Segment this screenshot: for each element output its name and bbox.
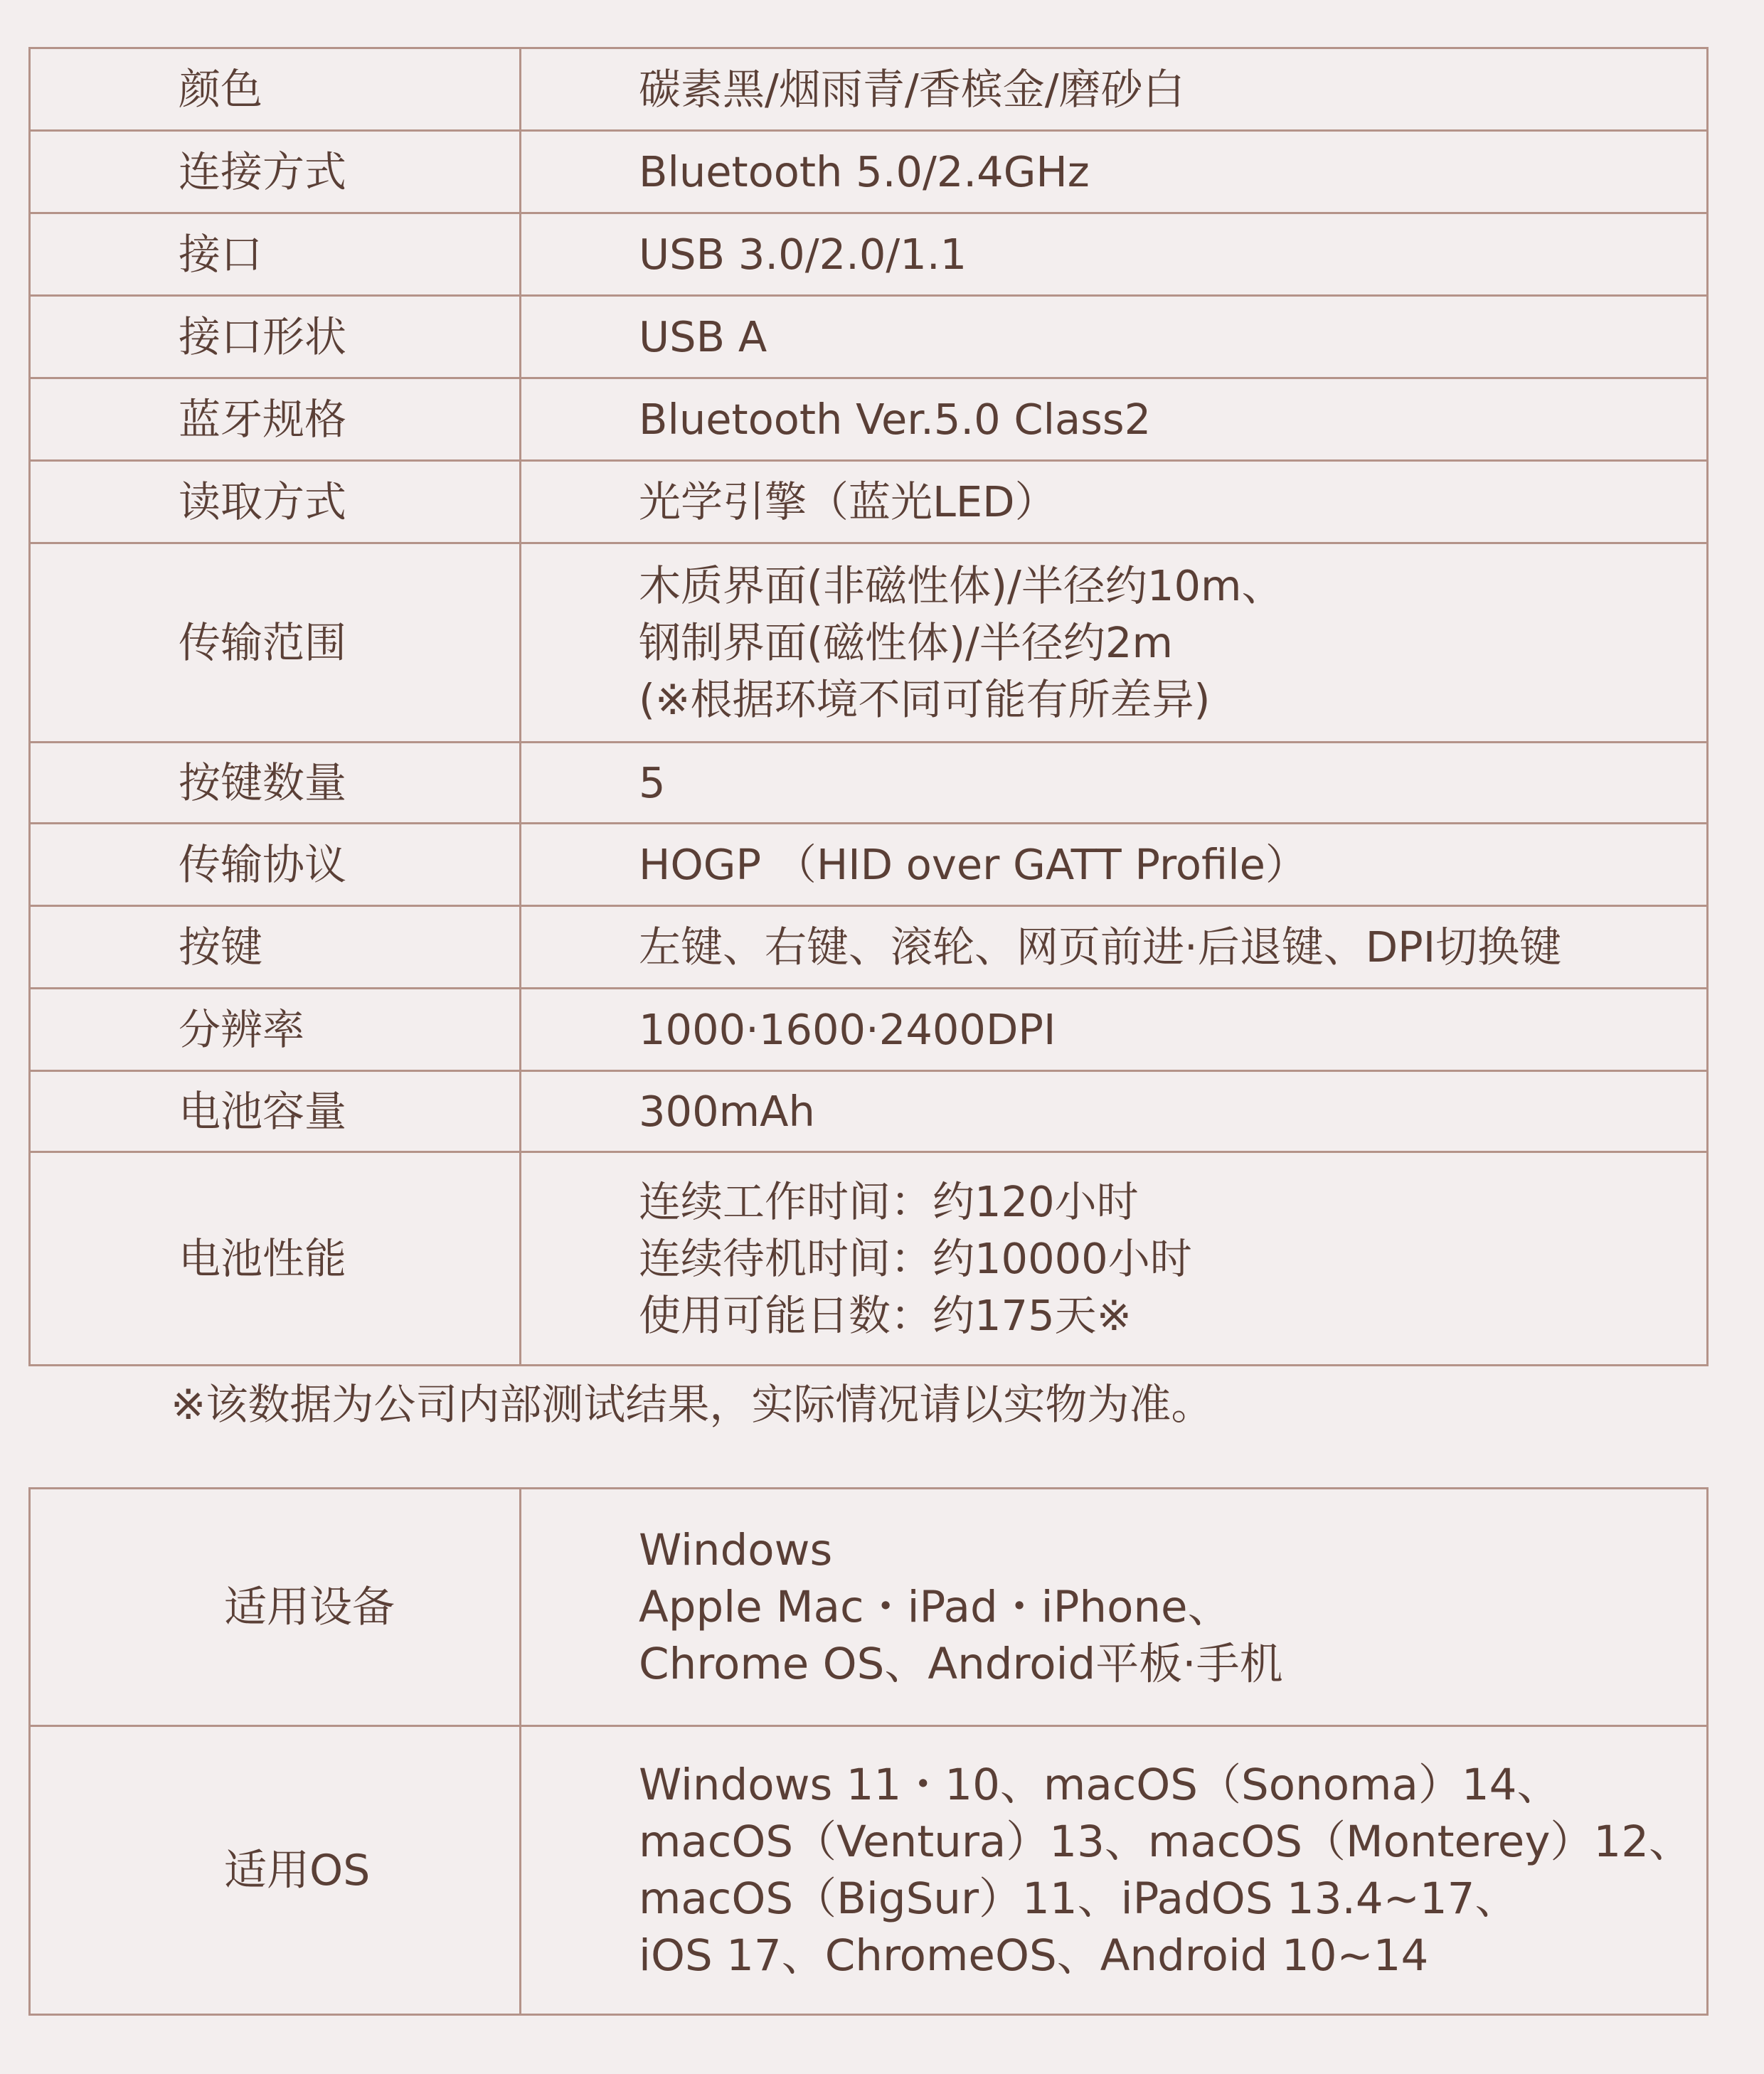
spec-value-line: 左键、右键、滚轮、网页前进·后退键、DPI切换键 — [639, 922, 1562, 972]
spec-row-protocol — [30, 824, 1708, 906]
spec-value-line: 木质界面(非磁性体)/半径约10m、 — [639, 560, 1284, 610]
compat-label: 适用OS — [30, 1726, 521, 2015]
footnote: ※该数据为公司内部测试结果，实际情况请以实物为准。 — [171, 1380, 1213, 1429]
compat-value-line: iOS 17、ChromeOS、Android 10~14 — [639, 1930, 1429, 1981]
spec-table — [28, 47, 1709, 1366]
spec-value — [521, 543, 1708, 743]
spec-label: 接口 — [30, 213, 521, 296]
spec-label: 分辨率 — [30, 989, 521, 1071]
compat-value — [521, 1726, 1708, 2015]
spec-label: 蓝牙规格 — [30, 378, 521, 461]
spec-label: 连接方式 — [30, 131, 521, 213]
spec-label: 电池容量 — [30, 1071, 521, 1152]
spec-row-interface — [30, 213, 1708, 296]
compatibility-table — [28, 1487, 1709, 2016]
spec-value-line: 碳素黑/烟雨青/香槟金/磨砂白 — [639, 64, 1185, 114]
spec-value — [521, 213, 1708, 296]
spec-label: 按键数量 — [30, 743, 521, 824]
spec-label: 读取方式 — [30, 461, 521, 543]
spec-value — [521, 743, 1708, 824]
spec-value-line: HOGP （HID over GATT Profile） — [639, 839, 1307, 889]
compat-value-line: Chrome OS、Android平板·手机 — [639, 1638, 1283, 1689]
spec-value — [521, 296, 1708, 378]
spec-value-line: 连续工作时间：约120小时 — [639, 1176, 1139, 1226]
spec-value — [521, 48, 1708, 131]
spec-value-line: 连续待机时间：约10000小时 — [639, 1233, 1192, 1283]
spec-value-line: 使用可能日数：约175天※ — [639, 1290, 1132, 1340]
spec-value-line: USB 3.0/2.0/1.1 — [639, 229, 967, 279]
spec-label: 按键 — [30, 906, 521, 989]
spec-row-battery-capacity — [30, 1071, 1708, 1152]
spec-value-line: Bluetooth 5.0/2.4GHz — [639, 147, 1090, 196]
spec-row-connection — [30, 131, 1708, 213]
spec-value-line: 300mAh — [639, 1086, 815, 1136]
compat-value-line: Windows — [639, 1524, 833, 1575]
spec-value-line: 钢制界面(磁性体)/半径约2m — [639, 617, 1173, 667]
spec-value — [521, 906, 1708, 989]
spec-row-bluetooth-spec — [30, 378, 1708, 461]
spec-row-sensor — [30, 461, 1708, 543]
spec-value-line: 光学引擎（蓝光LED） — [639, 477, 1057, 526]
spec-value — [521, 461, 1708, 543]
compat-value-line: macOS（BigSur）11、iPadOS 13.4~17、 — [639, 1873, 1519, 1924]
compat-value — [521, 1489, 1708, 1726]
spec-row-range — [30, 543, 1708, 743]
spec-label: 传输协议 — [30, 824, 521, 906]
spec-row-button-count — [30, 743, 1708, 824]
spec-value — [521, 1152, 1708, 1366]
compat-value-line: macOS（Ventura）13、macOS（Monterey）12、 — [639, 1816, 1693, 1867]
compat-label: 适用设备 — [30, 1489, 521, 1726]
spec-value-line: 5 — [639, 757, 666, 807]
spec-row-color — [30, 48, 1708, 131]
spec-row-resolution — [30, 989, 1708, 1071]
spec-value — [521, 1071, 1708, 1152]
spec-value — [521, 824, 1708, 906]
spec-label: 传输范围 — [30, 543, 521, 743]
spec-value — [521, 131, 1708, 213]
spec-value-line: 1000·1600·2400DPI — [639, 1004, 1056, 1054]
spec-value-line: Bluetooth Ver.5.0 Class2 — [639, 394, 1152, 444]
compat-row-os — [30, 1726, 1708, 2015]
spec-label: 电池性能 — [30, 1152, 521, 1366]
spec-value-line: USB A — [639, 312, 767, 361]
spec-row-battery-performance — [30, 1152, 1708, 1366]
spec-row-buttons — [30, 906, 1708, 989]
spec-row-interface-shape — [30, 296, 1708, 378]
compat-value-line: Apple Mac・iPad・iPhone、 — [639, 1581, 1231, 1632]
spec-value — [521, 378, 1708, 461]
spec-value-line: (※根据环境不同可能有所差异) — [639, 674, 1211, 724]
spec-label: 颜色 — [30, 48, 521, 131]
spec-value — [521, 989, 1708, 1071]
spec-label: 接口形状 — [30, 296, 521, 378]
compat-value-line: Windows 11・10、macOS（Sonoma）14、 — [639, 1759, 1561, 1810]
compat-row-devices — [30, 1489, 1708, 1726]
